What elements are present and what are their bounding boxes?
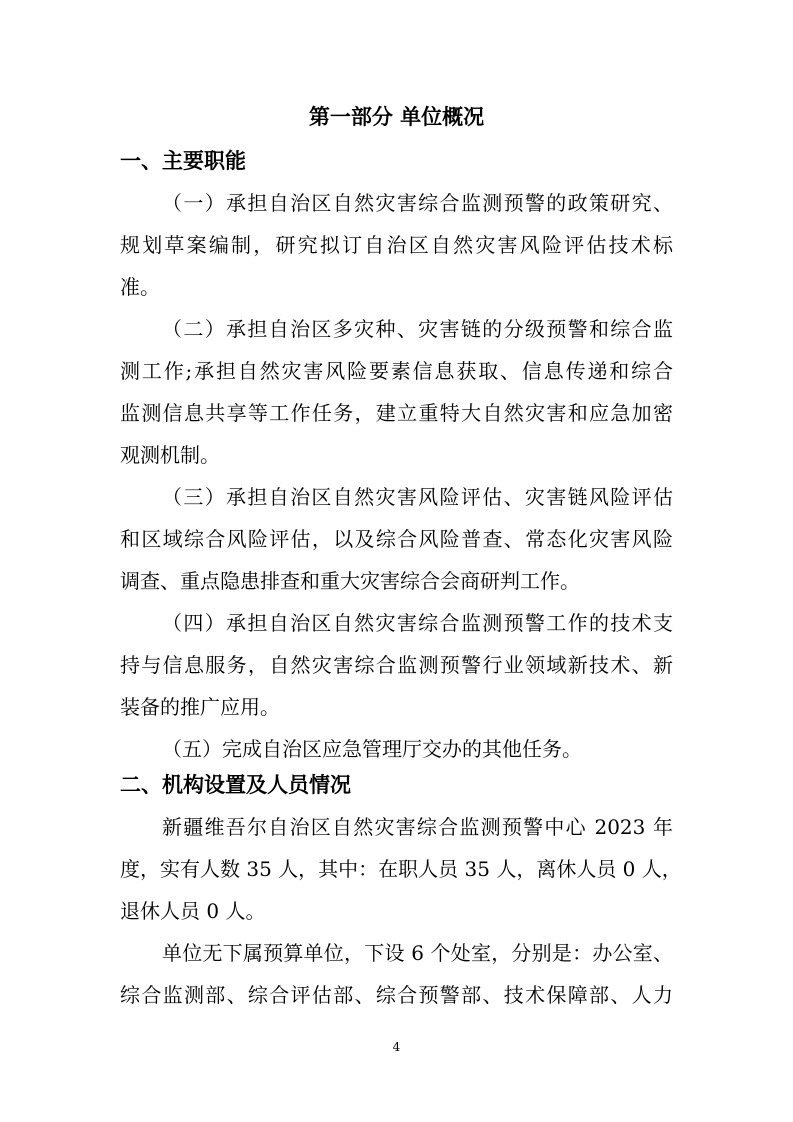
paragraph-line: 规划草案编制，研究拟订自治区自然灾害风险评估技术标 (120, 233, 673, 257)
paragraph-line: 持与信息服务，自然灾害综合监测预警行业领域新技术、新 (120, 653, 673, 677)
paragraph-line: （一）承担自治区自然灾害综合监测预警的政策研究、 (162, 191, 673, 215)
paragraph-line: （四）承担自治区自然灾害综合监测预警工作的技术支 (162, 611, 673, 635)
paragraph-line: 调查、重点隐患排查和重大灾害综合会商研判工作。 (120, 569, 580, 593)
paragraph-line: 测工作;承担自然灾害风险要素信息获取、信息传递和综合 (120, 359, 673, 383)
paragraph-line: 度，实有人数 35 人，其中：在职人员 35 人，离休人员 0 人， (120, 857, 682, 881)
paragraph-line: 装备的推广应用。 (120, 695, 280, 719)
paragraph-line: 准。 (120, 275, 160, 299)
paragraph-line: 观测机制。 (120, 443, 220, 467)
paragraph-line: 单位无下属预算单位，下设 6 个处室，分别是：办公室、 (162, 941, 673, 965)
paragraph-line: 监测信息共享等工作任务，建立重特大自然灾害和应急加密 (120, 401, 673, 425)
paragraph-line: （三）承担自治区自然灾害风险评估、灾害链风险评估 (162, 485, 673, 509)
page-title: 第一部分 单位概况 (308, 105, 485, 129)
paragraph-line: （二）承担自治区多灾种、灾害链的分级预警和综合监 (162, 317, 673, 341)
page-number: 4 (392, 1040, 401, 1054)
section-heading-functions: 一、主要职能 (120, 149, 246, 173)
section-heading-organization: 二、机构设置及人员情况 (120, 773, 351, 797)
paragraph-line: （五）完成自治区应急管理厅交办的其他任务。 (162, 737, 582, 761)
paragraph-line: 退休人员 0 人。 (120, 899, 266, 923)
paragraph-line: 综合监测部、综合评估部、综合预警部、技术保障部、人力 (120, 983, 673, 1007)
paragraph-line: 和区域综合风险评估，以及综合风险普查、常态化灾害风险 (120, 527, 673, 551)
paragraph-line: 新疆维吾尔自治区自然灾害综合监测预警中心 2023 年 (162, 815, 673, 839)
